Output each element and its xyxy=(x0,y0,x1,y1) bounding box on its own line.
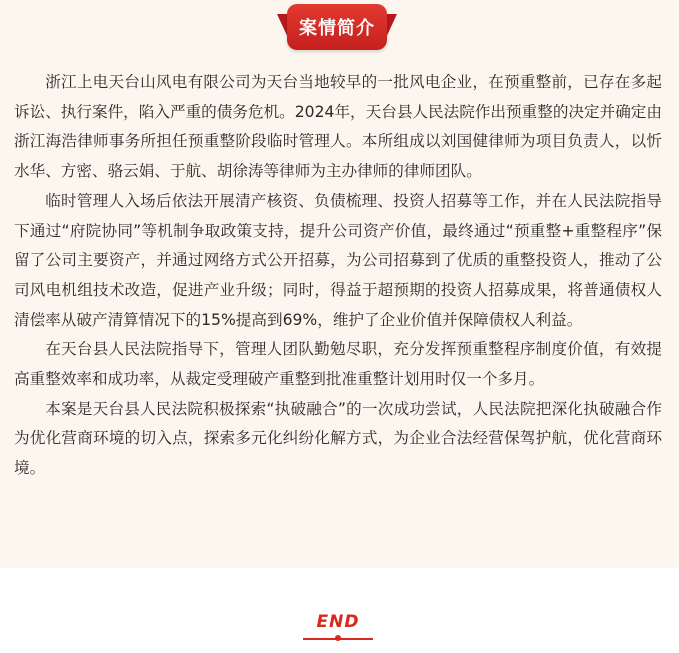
end-marker xyxy=(301,612,375,642)
section-title-badge xyxy=(277,4,397,56)
end-divider-dot xyxy=(335,635,341,641)
paragraph-1: 浙江上电天台山风电有限公司为天台当地较早的一批风电企业，在预重整前，已存在多起诉讼、执行案件，陷入严重的债务危机。2024年，天台县人民法院作出预重整的决定并确定由浙江海浩律师事务所担任预重整阶段临时管理人。本所组成以刘国健律师为项目负责人，以忻水华、方密、骆云娟、于航、胡徐涛等律师为主办律师的律师团队。 xyxy=(14,73,662,181)
paragraph-2: 临时管理人入场后依法开展清产核资、负债梳理、投资人招募等工作，并在人民法院指导下通过“府院协同”等机制争取政策支持，提升公司资产价值，最终通过“预重整+重整程序”保留了公司主要资产，并通过网络方式公开招募，为公司招募到了优质的重整投资人，推动了公司风电机组技术改造，促进产业升级；同时，得益于超预期的投资人招募成果，将普通债权人清偿率从破产清算情况下的15%提高到69%，维护了企业价值并保障债权人利益。 xyxy=(14,191,662,329)
paragraph-4: 本案是天台县人民法院积极探索“执破融合”的一次成功尝试，人民法院把深化执破融合作为优化营商环境的切入点，探索多元化纠纷化解方式，为企业合法经营保驾护航，优化营商环境。 xyxy=(14,399,662,478)
title-pill xyxy=(287,4,387,50)
section-title: 案情简介 xyxy=(299,18,375,39)
paragraph-3: 在天台县人民法院指导下，管理人团队勤勉尽职，充分发挥预重整程序制度价值，有效提高重整效率和成功率，从裁定受理破产重整到批准重整计划用时仅一个多月。 xyxy=(14,340,662,389)
end-label: END xyxy=(316,612,360,632)
article-body xyxy=(14,68,662,484)
